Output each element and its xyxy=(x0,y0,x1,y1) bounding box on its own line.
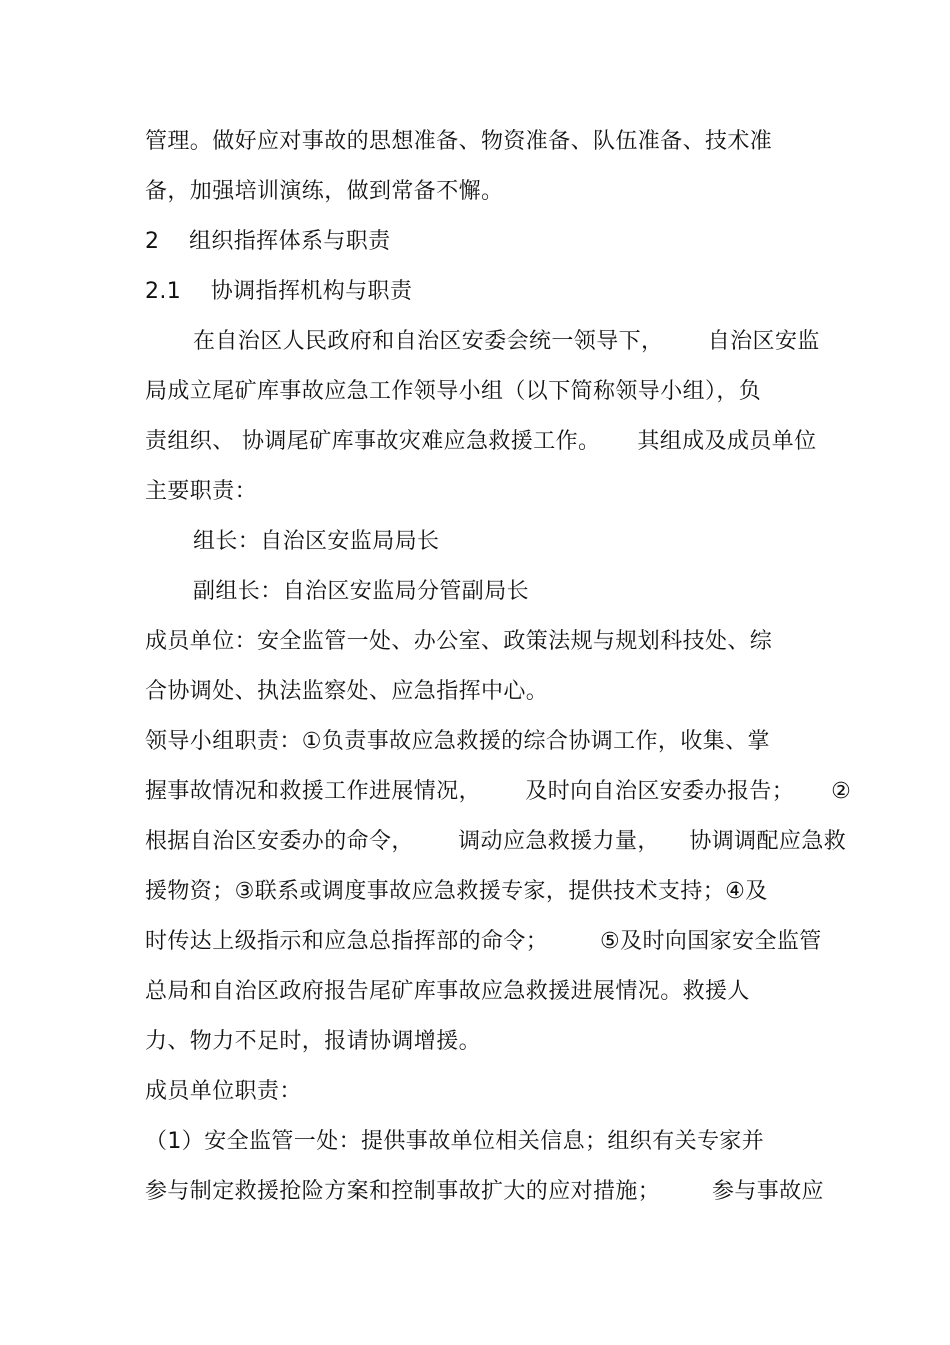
paragraph-line: 组长：自治区安监局局长 xyxy=(193,529,440,554)
paragraph-line: 成员单位职责： xyxy=(145,1079,302,1104)
paragraph-line: 时传达上级指示和应急总指挥部的命令； ⑤及时向国家安全监管 xyxy=(145,929,822,954)
paragraph-line: 力、物力不足时，报请协调增援。 xyxy=(145,1029,482,1054)
paragraph-line: 备，加强培训演练，做到常备不懈。 xyxy=(145,179,504,204)
paragraph-line: 援物资；③联系或调度事故应急救援专家，提供技术支持；④及 xyxy=(145,879,768,904)
paragraph-line: 在自治区人民政府和自治区安委会统一领导下， 自治区安监 xyxy=(193,329,820,354)
paragraph-line: 主要职责： xyxy=(145,479,258,504)
paragraph-line: 责组织、 协调尾矿库事故灾难应急救援工作。 其组成及成员单位 xyxy=(145,429,817,454)
paragraph-line: 成员单位：安全监管一处、办公室、政策法规与规划科技处、综 xyxy=(145,629,773,654)
paragraph-line: 握事故情况和救援工作进展情况， 及时向自治区安委办报告； ② xyxy=(145,779,852,804)
subsection-heading: 2.1 协调指挥机构与职责 xyxy=(145,279,413,304)
paragraph-line: 局成立尾矿库事故应急工作领导小组（以下简称领导小组），负 xyxy=(145,379,762,404)
paragraph-line: 总局和自治区政府报告尾矿库事故应急救援进展情况。救援人 xyxy=(145,979,750,1004)
paragraph-line: 参与制定救援抢险方案和控制事故扩大的应对措施； 参与事故应 xyxy=(145,1179,824,1204)
paragraph-line: 副组长：自治区安监局分管副局长 xyxy=(193,579,530,604)
section-heading: 2 组织指挥体系与职责 xyxy=(145,229,391,254)
paragraph-line: 合协调处、执法监察处、应急指挥中心。 xyxy=(145,679,549,704)
paragraph-line: （1）安全监管一处：提供事故单位相关信息；组织有关专家并 xyxy=(145,1129,765,1154)
paragraph-line: 根据自治区安委办的命令， 调动应急救援力量， 协调调配应急救 xyxy=(145,829,847,854)
paragraph-line: 领导小组职责：①负责事故应急救援的综合协调工作，收集、掌 xyxy=(145,729,770,754)
paragraph-line: 管理。做好应对事故的思想准备、物资准备、队伍准备、技术准 xyxy=(145,129,773,154)
